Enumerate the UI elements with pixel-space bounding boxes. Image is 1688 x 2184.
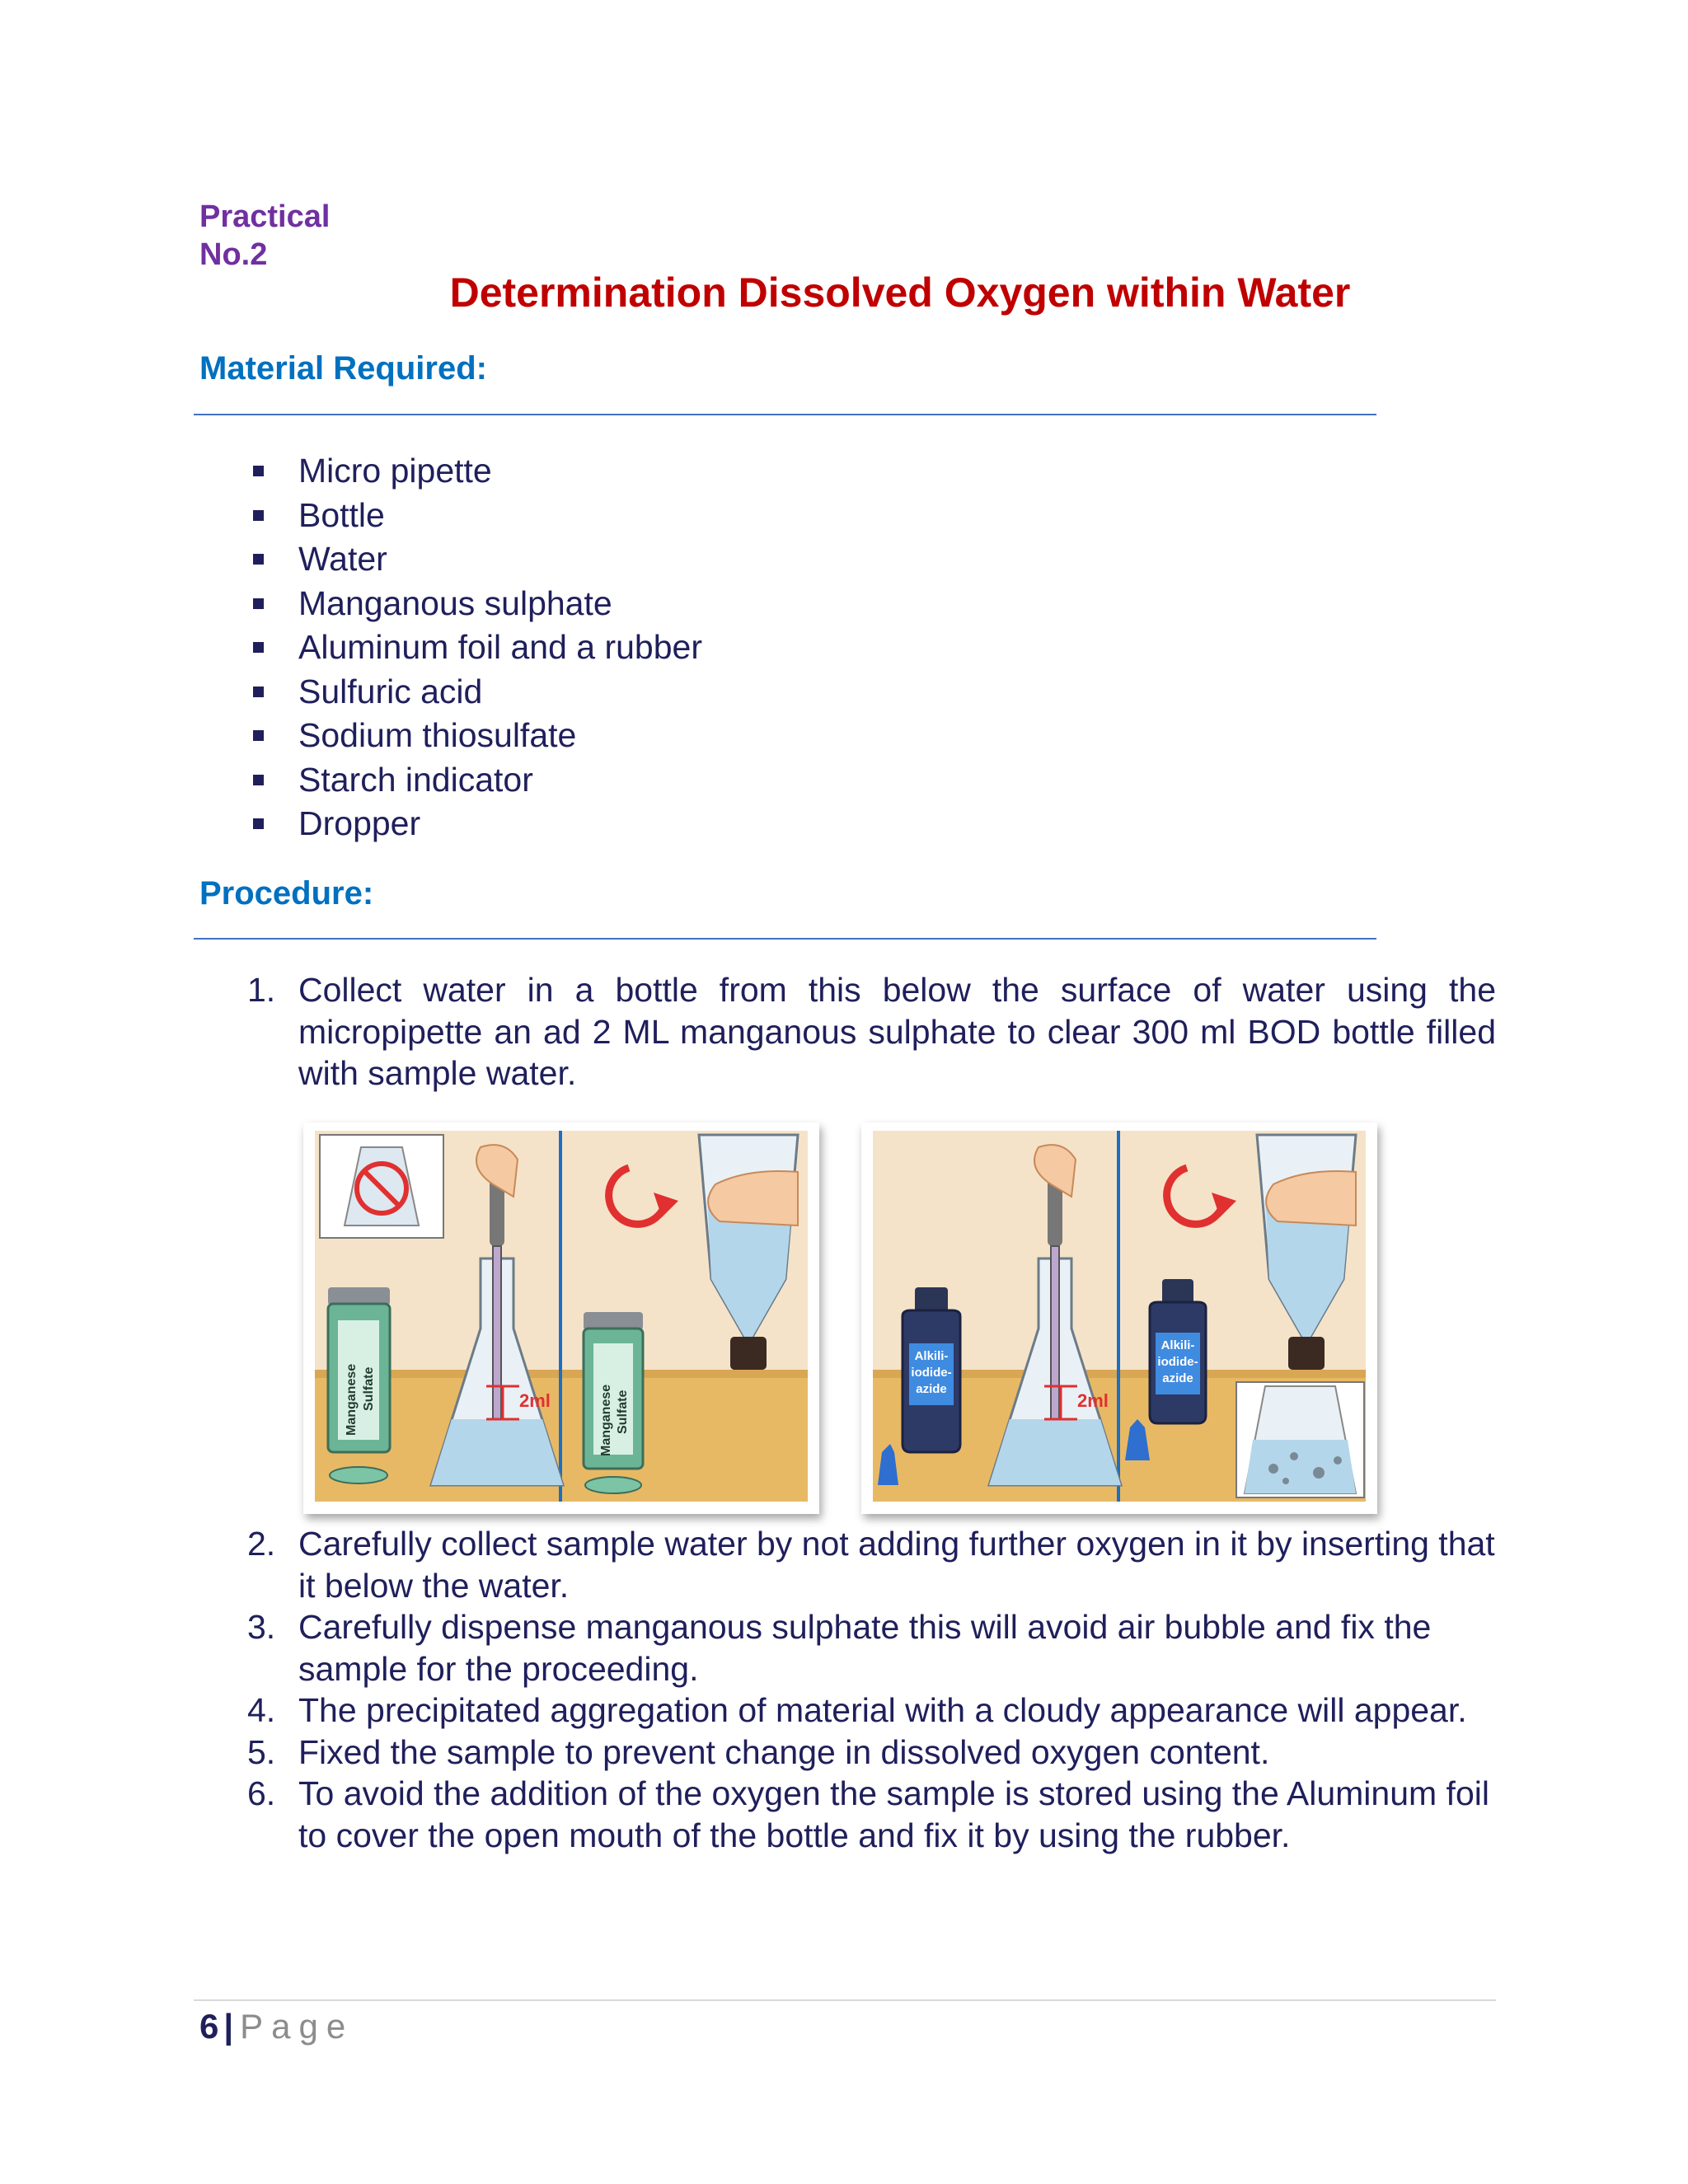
footer-divider bbox=[194, 1999, 1496, 2001]
bottle-label-line1: Alkili- bbox=[914, 1349, 949, 1363]
square-bullet-icon bbox=[253, 818, 264, 829]
square-bullet-icon bbox=[253, 775, 264, 785]
list-item: Water bbox=[247, 537, 702, 582]
footer-separator: | bbox=[223, 2007, 234, 2046]
list-item: Sodium thiosulfate bbox=[247, 714, 702, 758]
measure-label: 2ml bbox=[519, 1390, 551, 1411]
square-bullet-icon bbox=[253, 598, 264, 609]
vial-label-line2: Sulfate bbox=[362, 1366, 376, 1411]
bottle-label-line2: iodide- bbox=[911, 1366, 952, 1380]
square-bullet-icon bbox=[253, 687, 264, 697]
figure-manganese-sulfate bbox=[303, 1122, 819, 1514]
procedure-divider bbox=[194, 938, 1376, 940]
square-bullet-icon bbox=[253, 466, 264, 476]
practical-number bbox=[199, 198, 330, 274]
practical-label: Practical bbox=[199, 199, 331, 234]
procedure-steps-first bbox=[247, 969, 1496, 1094]
svg-text:Manganese: Manganese bbox=[599, 1384, 613, 1456]
list-item: Micro pipette bbox=[247, 449, 702, 494]
figure-alkali-iodide-azide bbox=[861, 1122, 1377, 1514]
measure-label: 2ml bbox=[1077, 1390, 1109, 1411]
manganese-illustration bbox=[303, 1122, 819, 1514]
materials-divider bbox=[194, 414, 1376, 415]
square-bullet-icon bbox=[253, 642, 264, 653]
procedure-step: 5. Fixed the sample to prevent change in dissolved oxygen content. bbox=[247, 1732, 1270, 1771]
page-footer bbox=[199, 2004, 354, 2049]
square-bullet-icon bbox=[253, 510, 264, 521]
page-title: Determination Dissolved Oxygen within Water bbox=[449, 269, 1351, 316]
procedure-step: 1. Collect water in a bottle from this below the surface of water using the micropipette an ad 2 ML manganous sulphate to clear 300 ml BOD bottle filled with sample water. bbox=[247, 971, 1496, 1092]
svg-text:azide: azide bbox=[1162, 1371, 1193, 1385]
materials-list bbox=[247, 449, 702, 846]
procedure-step: 6. To avoid the addition of the oxygen the sample is stored using the Aluminum foil to cover the open mouth of the bottle and fix it by using the rubber. bbox=[247, 1774, 1489, 1854]
list-item: Sulfuric acid bbox=[247, 670, 702, 715]
procedure-step: 3. Carefully dispense manganous sulphate this will avoid air bubble and fix the sample for the proceeding. bbox=[247, 1608, 1432, 1688]
page-word: Page bbox=[240, 2007, 354, 2046]
alkali-iodide-illustration bbox=[861, 1122, 1377, 1514]
square-bullet-icon bbox=[253, 554, 264, 565]
list-item: Manganous sulphate bbox=[247, 582, 702, 626]
procedure-step: 4. The precipitated aggregation of material with a cloudy appearance will appear. bbox=[247, 1691, 1467, 1729]
practical-no: No.2 bbox=[199, 237, 268, 272]
list-item: Bottle bbox=[247, 494, 702, 538]
svg-text:Alkili-: Alkili- bbox=[1160, 1338, 1195, 1352]
svg-text:Sulfate: Sulfate bbox=[616, 1390, 630, 1434]
list-item: Dropper bbox=[247, 802, 702, 846]
procedure-step: 2. Carefully collect sample water by not adding further oxygen in it by inserting that it below the water. bbox=[247, 1525, 1495, 1605]
page-number: 6 bbox=[199, 2007, 219, 2046]
square-bullet-icon bbox=[253, 730, 264, 741]
svg-text:iodide-: iodide- bbox=[1157, 1355, 1198, 1369]
vial-label-line1: Manganese bbox=[345, 1363, 359, 1436]
bottle-label-line3: azide bbox=[916, 1382, 947, 1396]
list-item: Starch indicator bbox=[247, 758, 702, 803]
procedure-heading: Procedure: bbox=[199, 875, 374, 912]
materials-heading: Material Required: bbox=[199, 350, 487, 387]
list-item: Aluminum foil and a rubber bbox=[247, 626, 702, 670]
procedure-steps-rest bbox=[247, 1523, 1496, 1856]
